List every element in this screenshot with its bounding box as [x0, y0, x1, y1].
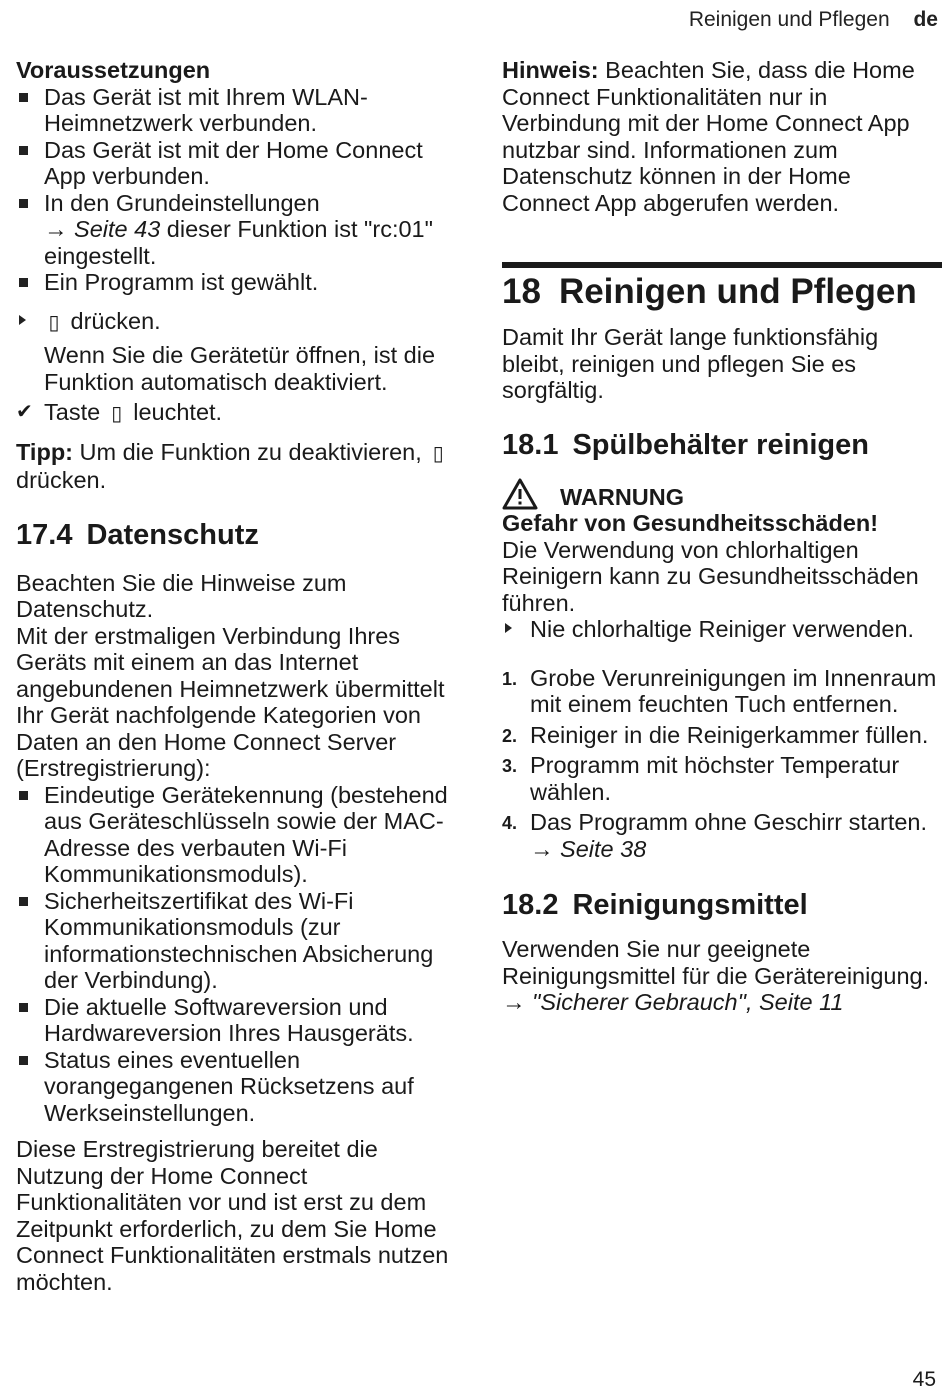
tip-label: Tipp:: [16, 438, 73, 465]
list-item: Das Gerät ist mit Ihrem WLAN-Heimnetzwerk verbunden.: [16, 84, 466, 137]
data-categories-list: [16, 782, 466, 1127]
list-item: 2. Reiniger in die Reinigerkammer füllen.: [502, 721, 929, 748]
page-header: [689, 8, 938, 32]
list-item: Die aktuelle Softwareversion und Hardwareversion Ihres Hausgeräts.: [16, 994, 466, 1047]
page-number: 45: [912, 1368, 936, 1391]
arrow-icon: →: [44, 216, 68, 242]
hint-label: Hinweis:: [502, 57, 599, 83]
cleaning-steps: [502, 665, 942, 863]
list-item: Sicherheitszertifikat des Wi-Fi Kommunikationsmoduls (zur informationstechnischen Absicherung der Verbindung).: [16, 888, 466, 994]
warning-text: Die Verwendung von chlorhaltigen Reinigern kann zu Gesundheitsschäden führen.: [502, 536, 919, 616]
tip: Tipp: Um die Funktion zu deaktivieren, ▯ drücken.: [16, 439, 466, 494]
section-heading-17-4: 17.4 Datenschutz: [16, 518, 259, 551]
list-item: In den Grundeinstellungen → Seite 43 dieser Funktion ist "rc:01" eingestellt.: [16, 190, 466, 270]
step-triangle-icon: [505, 623, 512, 633]
warning-box: [502, 484, 942, 643]
warning-step: Nie chlorhaltige Reiniger verwenden.: [502, 616, 942, 643]
step-result: ✔ Taste ▯ leuchtet.: [16, 399, 466, 428]
arrow-icon: →: [530, 835, 554, 862]
prereq-title: Voraussetzungen: [16, 57, 211, 83]
section-heading-18-1: 18.1 Spülbehälter reinigen: [502, 428, 869, 461]
remote-start-key-icon: ▯: [48, 311, 60, 334]
step-note: Wenn Sie die Gerätetür öffnen, ist die Funktion automatisch deaktiviert.: [44, 342, 436, 395]
header-section-title: Reinigen und Pflegen: [688, 8, 890, 31]
left-column: [16, 57, 466, 1295]
list-item: 3. Programm mit höchster Temperatur wählen.: [502, 752, 900, 805]
list-item: Eindeutige Gerätekennung (bestehend aus Geräteschlüsseln sowie der MAC-Adresse des verbauten Wi-Fi Kommunikationsmoduls).: [16, 782, 466, 888]
warning-heading: Gefahr von Gesundheitsschäden!: [502, 510, 879, 536]
page-link[interactable]: Seite 38: [560, 835, 647, 862]
step-triangle-icon: [19, 315, 26, 325]
remote-start-key-icon: ▯: [432, 442, 444, 465]
action-step: ▯ drücken.: [16, 308, 466, 337]
remote-start-key-icon: ▯: [111, 403, 123, 425]
paragraph: Verwenden Sie nur geeignete Reinigungsmittel für die Gerätereinigung. → "Sicherer Gebrauch", Seite 11: [502, 936, 930, 1015]
list-item: Das Gerät ist mit der Home Connect App verbunden.: [16, 137, 466, 190]
list-item: 4. Das Programm ohne Geschirr starten. → Seite 38: [502, 809, 928, 862]
arrow-icon: →: [502, 989, 526, 1015]
list-item: Status eines eventuellen vorangegangenen Rücksetzens auf Werkseinstellungen.: [16, 1047, 466, 1127]
section-heading-18-2: 18.2 Reinigungsmittel: [502, 889, 808, 921]
paragraph: Diese Erstregistrierung bereitet die Nutzung der Home Connect Funktionalitäten vor und ist erst zu dem Zeitpunkt erforderlich, zu dem Sie Home Connect Funktionalitäten erstmals nutzen möchten.: [16, 1136, 449, 1295]
page-link[interactable]: "Sicherer Gebrauch", Seite 11: [532, 989, 844, 1015]
warning-triangle-icon: [502, 478, 538, 510]
chapter-heading-18: 18 Reinigen und Pflegen: [502, 262, 942, 312]
header-language: de: [913, 8, 938, 31]
paragraph: Beachten Sie die Hinweise zum Datenschutz.: [16, 569, 347, 622]
hint: Hinweis: Beachten Sie, dass die Home Connect Funktionalitäten nur in Verbindung mit der Home Connect App nutzbar sind. Informationen zum Datenschutz können in der Home Connect App abgerufen werden.: [502, 57, 915, 216]
prereq-list: [16, 84, 466, 296]
check-icon: ✔: [16, 401, 33, 423]
warning-title: WARNUNG: [502, 484, 942, 511]
page-link[interactable]: Seite 43: [74, 216, 161, 242]
paragraph: Damit Ihr Gerät lange funktionsfähig bleibt, reinigen und pflegen Sie es sorgfältig.: [502, 324, 879, 403]
list-item: 1. Grobe Verunreinigungen im Innenraum mit einem feuchten Tuch entfernen.: [502, 664, 937, 717]
paragraph: Mit der erstmaligen Verbindung Ihres Geräts mit einem an das Internet angebundenen Heimnetzwerk übermittelt Ihr Gerät nachfolgende Kategorien von Daten an den Home Connect Server (Erstregistrierung):: [16, 622, 445, 781]
right-column: [502, 57, 942, 1016]
list-item: Ein Programm ist gewählt.: [16, 269, 466, 296]
